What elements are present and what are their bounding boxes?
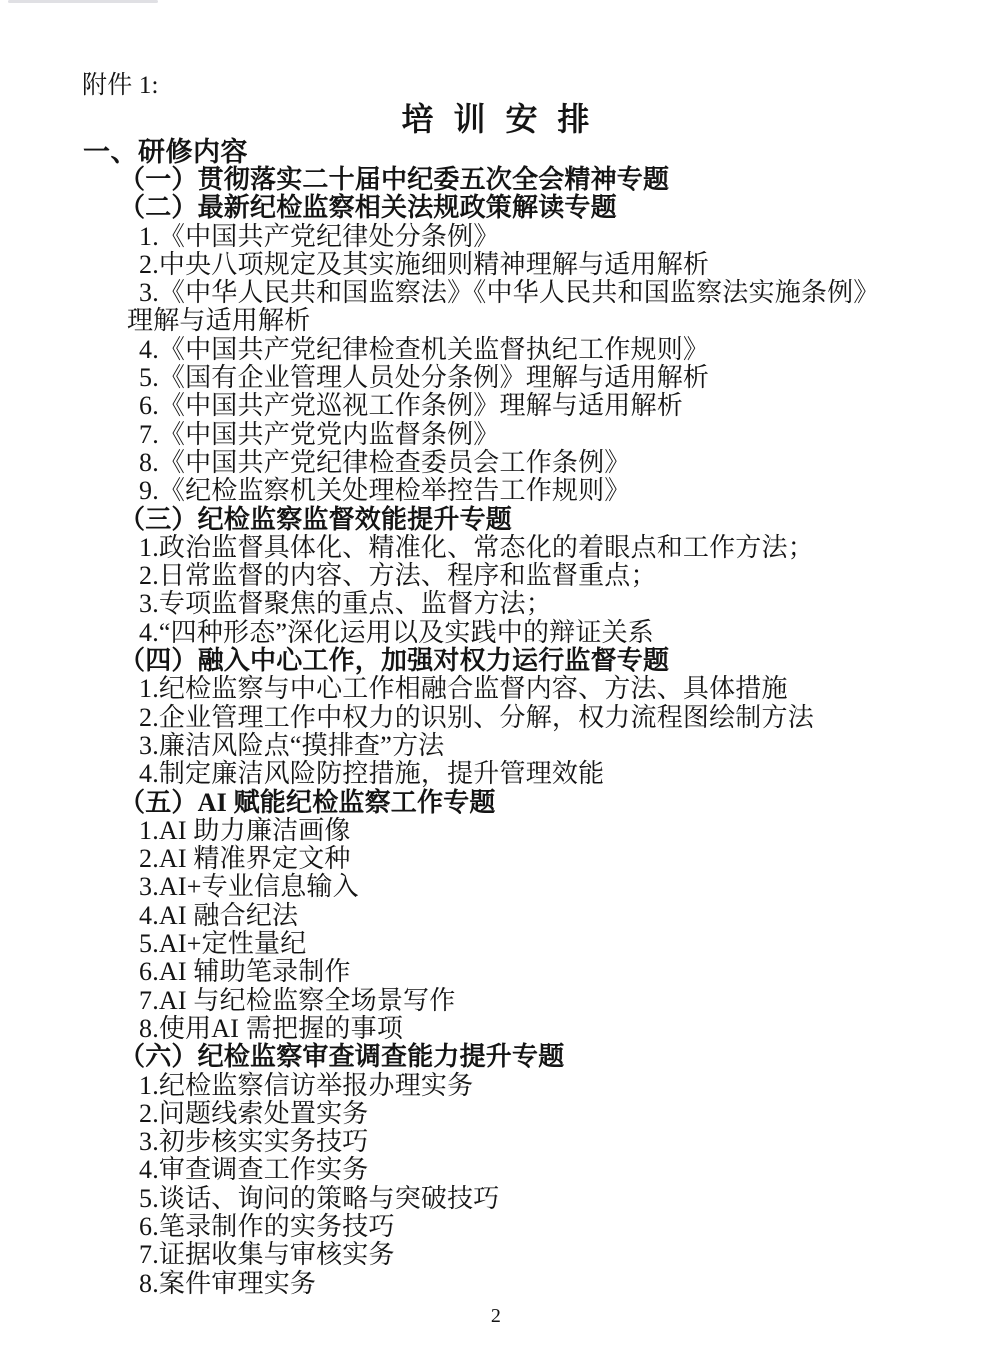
list-item: 1.AI 助力廉洁画像 bbox=[139, 815, 351, 845]
list-item: 2.日常监督的内容、方法、程序和监督重点； bbox=[139, 561, 657, 591]
list-item: 5.谈话、询问的策略与突破技巧 bbox=[139, 1183, 500, 1213]
attachment-label: 附件 1: bbox=[82, 72, 159, 99]
list-item: 2.企业管理工作中权力的识别、分解，权力流程图绘制方法 bbox=[139, 702, 814, 732]
page-number: 2 bbox=[490, 1304, 502, 1327]
list-item: 1.《中国共产党纪律处分条例》 bbox=[139, 221, 500, 251]
list-item: 7.AI 与纪检监察全场景写作 bbox=[139, 985, 456, 1015]
section-heading-4: （四）融入中心工作，加强对权力运行监督专题 bbox=[119, 646, 670, 676]
scan-artifact bbox=[8, 0, 158, 3]
section-heading-3: （三）纪检监察监督效能提升专题 bbox=[119, 504, 513, 534]
list-item: 2.AI 精准界定文种 bbox=[139, 844, 351, 874]
list-item: 1.政治监督具体化、精准化、常态化的着眼点和工作方法； bbox=[139, 532, 814, 562]
list-item-continuation: 理解与适用解析 bbox=[127, 306, 311, 336]
list-item: 3.廉洁风险点“摸排查”方法 bbox=[139, 730, 445, 760]
list-item: 6.AI 辅助笔录制作 bbox=[139, 957, 351, 987]
list-item: 9.《纪检监察机关处理检举控告工作规则》 bbox=[139, 476, 631, 506]
list-item: 3.《中华人民共和国监察法》《中华人民共和国监察法实施条例》 bbox=[139, 278, 880, 308]
section-heading-2: （二）最新纪检监察相关法规政策解读专题 bbox=[119, 193, 617, 223]
list-item: 3.AI+专业信息输入 bbox=[139, 872, 359, 902]
list-item: 4.制定廉洁风险防控措施，提升管理效能 bbox=[139, 759, 605, 789]
list-item: 6.笔录制作的实务技巧 bbox=[139, 1211, 395, 1241]
list-item: 1.纪检监察与中心工作相融合监督内容、方法、具体措施 bbox=[139, 674, 788, 704]
list-item: 3.初步核实实务技巧 bbox=[139, 1127, 369, 1157]
list-item: 1.纪检监察信访举报办理实务 bbox=[139, 1070, 474, 1100]
document-title: 培 训 安 排 bbox=[401, 101, 591, 137]
list-item: 7.证据收集与审核实务 bbox=[139, 1240, 395, 1270]
list-item: 2.问题线索处置实务 bbox=[139, 1098, 369, 1128]
list-item: 4.《中国共产党纪律检查机关监督执纪工作规则》 bbox=[139, 334, 710, 364]
list-item: 4.“四种形态”深化运用以及实践中的辩证关系 bbox=[139, 617, 654, 647]
list-item: 4.审查调查工作实务 bbox=[139, 1155, 369, 1185]
list-item: 5.《国有企业管理人员处分条例》理解与适用解析 bbox=[139, 363, 710, 393]
list-item: 8.案件审理实务 bbox=[139, 1268, 317, 1298]
list-item: 7.《中国共产党党内监督条例》 bbox=[139, 419, 500, 449]
list-item: 8.《中国共产党纪律检查委员会工作条例》 bbox=[139, 447, 631, 477]
section-heading-5: （五）AI 赋能纪检监察工作专题 bbox=[119, 787, 496, 817]
chapter-heading: 一、研修内容 bbox=[83, 137, 248, 167]
list-item: 6.《中国共产党巡视工作条例》理解与适用解析 bbox=[139, 391, 683, 421]
list-item: 2.中央八项规定及其实施细则精神理解与适用解析 bbox=[139, 249, 710, 279]
list-item: 5.AI+定性量纪 bbox=[139, 929, 307, 959]
list-item: 3.专项监督聚焦的重点、监督方法； bbox=[139, 589, 552, 619]
section-heading-1: （一）贯彻落实二十届中纪委五次全会精神专题 bbox=[119, 165, 670, 194]
section-heading-6: （六）纪检监察审查调查能力提升专题 bbox=[119, 1042, 565, 1072]
list-item: 4.AI 融合纪法 bbox=[139, 900, 299, 930]
list-item: 8.使用AI 需把握的事项 bbox=[139, 1013, 404, 1043]
